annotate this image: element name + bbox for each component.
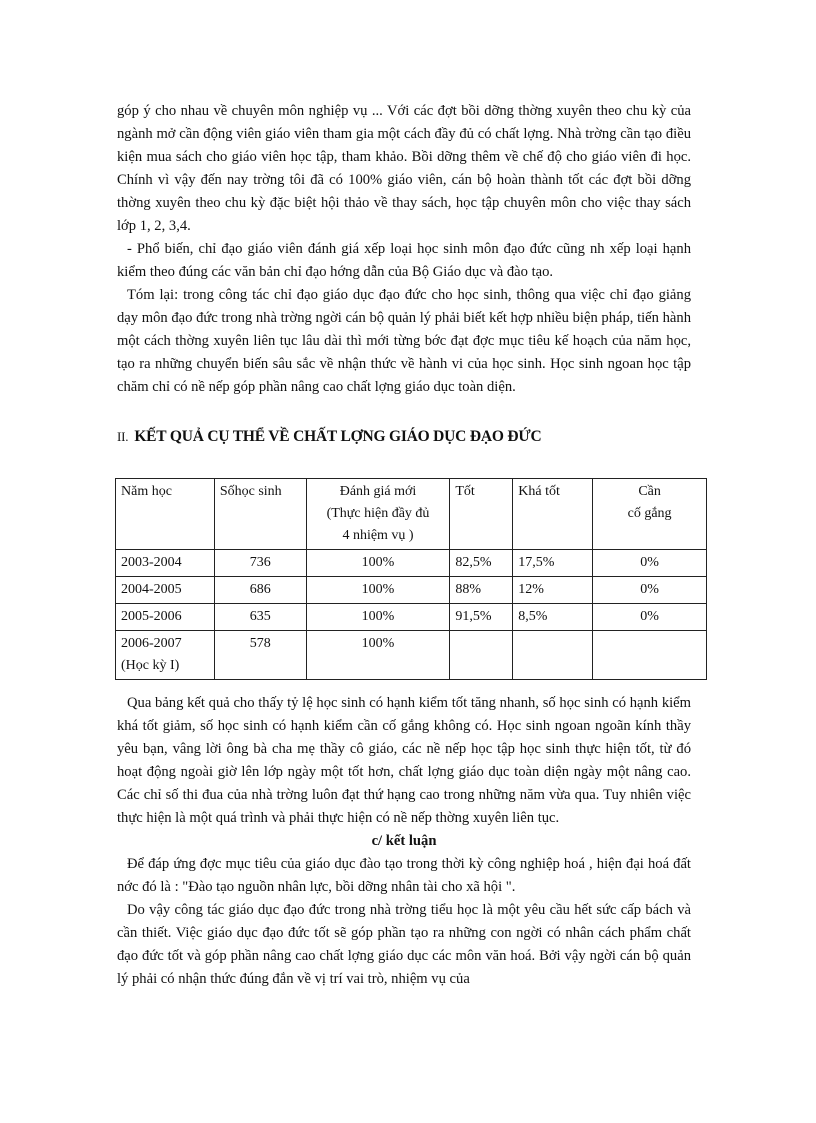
cell-students: 635 <box>214 604 306 631</box>
header-students: Sốhọc sinh <box>214 479 306 550</box>
section-number: II. <box>117 429 129 444</box>
cell-effort: 0% <box>593 550 707 577</box>
cell-fairly-good: 12% <box>513 577 593 604</box>
conclusion-title: c/ kết luận <box>371 833 437 849</box>
header-new-eval-line1: Đánh giá mới <box>339 484 417 499</box>
header-effort <box>593 479 707 550</box>
paragraph-summary: Tóm lại: trong công tác chỉ đạo giáo dục đạo đức cho học sinh, thông qua việc chỉ đạo giảng dạy môn đạo đức trong nhà trờng ngời cán bộ quản lý phải biết kết hợp nhiều biện pháp, tiến hành một cách thờng xuyên liên tục lâu dài thì mới từng bớc đạt đợc mục tiêu kế hoạch của năm học, tạo ra những chuyển biến sâu sắc về nhận thức về hành vi của học sinh. Học sinh ngoan học tập chăm chỉ có nề nếp góp phần nâng cao chất lợng giáo dục toàn diện. <box>117 287 691 395</box>
cell-effort <box>593 631 707 680</box>
section-heading <box>117 428 717 446</box>
table-row <box>116 550 707 577</box>
cell-new-eval: 100% <box>306 577 450 604</box>
header-good: Tốt <box>450 479 513 550</box>
header-new-eval <box>306 479 450 550</box>
cell-year <box>116 631 215 680</box>
cell-year: 2004-2005 <box>116 577 215 604</box>
cell-new-eval: 100% <box>306 631 450 680</box>
cell-year-note: (Học kỳ I) <box>121 658 180 673</box>
cell-students: 686 <box>214 577 306 604</box>
cell-fairly-good: 8,5% <box>513 604 593 631</box>
header-effort-line2: cố gắng <box>627 506 672 521</box>
paragraph-results: Qua bảng kết quả cho thấy tỷ lệ học sinh có hạnh kiểm tốt tăng nhanh, số học sinh có hạnh kiểm khá tốt giảm, số học sinh có hạnh kiểm cần cố gắng không có. Học sinh ngoan ngoãn kính thầy yêu bạn, vâng lời ông bà cha mẹ thầy cô giáo, các nề nếp học tập học sinh thực hiện tốt, từ đó hoạt động ngoài giờ lên lớp ngày một tốt hơn, chất lợng giáo dục toàn diện ngày một nâng cao. Các chỉ số thi đua của nhà trờng luôn đạt thứ hạng cao trong những năm vừa qua. Tuy nhiên việc thực hiện là một quá trình và phải thực hiện có nề nếp thờng xuyên liên tục. <box>117 695 691 826</box>
cell-good: 88% <box>450 577 513 604</box>
paragraph-conclusion-body: Do vậy công tác giáo dục đạo đức trong nhà trờng tiểu học là một yêu cầu hết sức cấp bách và cần thiết. Việc giáo dục đạo đức tốt sẽ góp phần tạo ra những con ngời có nhân cách phẩm chất đạo đức tốt và góp phần nâng cao chất lợng giáo dục các môn văn hoá. Bởi vậy ngời cán bộ quản lý phải có nhận thức đúng đắn về vị trí vai trò, nhiệm vụ của <box>117 902 691 987</box>
cell-good <box>450 631 513 680</box>
paragraph-conclusion-goal: Để đáp ứng đợc mục tiêu của giáo dục đào tạo trong thời kỳ công nghiệp hoá , hiện đại hoá đất nớc đó là : "Đào tạo nguồn nhân lực, bồi dỡng nhân tài cho xã hội ". <box>117 856 691 895</box>
header-effort-line1: Cần <box>638 484 661 499</box>
cell-year: 2005-2006 <box>116 604 215 631</box>
table-row <box>116 631 707 680</box>
table-row <box>116 604 707 631</box>
bottom-text-block <box>117 692 691 991</box>
paragraph-training: góp ý cho nhau về chuyên môn nghiệp vụ ... Với các đợt bồi dỡng thờng xuyên theo chu kỳ của ngành mở cần động viên giáo viên tham gia một cách đầy đủ có chất lợng. Nhà trờng cần tạo điều kiện mua sách cho giáo viên học tập, tham khảo. Bồi dỡng thêm về chế độ cho giáo viên đi học. Chính vì vậy đến nay trờng tôi đã có 100% giáo viên, cán bộ hoàn thành tốt các đợt bồi dỡng thờng xuyên theo chu kỳ đặc biệt hội thảo về thay sách, học tập chuyên môn cho việc thay sách lớp 1, 2, 3,4. <box>117 103 691 234</box>
cell-new-eval: 100% <box>306 550 450 577</box>
header-year: Năm học <box>116 479 215 550</box>
cell-fairly-good <box>513 631 593 680</box>
cell-effort: 0% <box>593 604 707 631</box>
cell-students: 578 <box>214 631 306 680</box>
cell-fairly-good: 17,5% <box>513 550 593 577</box>
cell-effort: 0% <box>593 577 707 604</box>
cell-new-eval: 100% <box>306 604 450 631</box>
header-new-eval-line2: (Thực hiện đầy đủ <box>326 506 430 521</box>
header-new-eval-line3: 4 nhiệm vụ ) <box>342 528 414 543</box>
cell-year: 2003-2004 <box>116 550 215 577</box>
section-title: KẾT QUẢ CỤ THỂ VỀ CHẤT LỢNG GIÁO DỤC ĐẠO ĐỨC <box>134 428 542 445</box>
table-header-row <box>116 479 707 550</box>
top-text-block <box>117 100 691 399</box>
cell-year-value: 2006-2007 <box>121 636 182 651</box>
cell-students: 736 <box>214 550 306 577</box>
cell-good: 91,5% <box>450 604 513 631</box>
cell-good: 82,5% <box>450 550 513 577</box>
paragraph-dissemination: - Phổ biến, chỉ đạo giáo viên đánh giá xếp loại học sinh môn đạo đức cũng nh xếp loại hạnh kiểm theo đúng các văn bản chỉ đạo hớng dẫn của Bộ Giáo dục và đào tạo. <box>117 241 691 280</box>
table-row <box>116 577 707 604</box>
header-fairly-good: Khá tốt <box>513 479 593 550</box>
results-table <box>115 478 707 680</box>
